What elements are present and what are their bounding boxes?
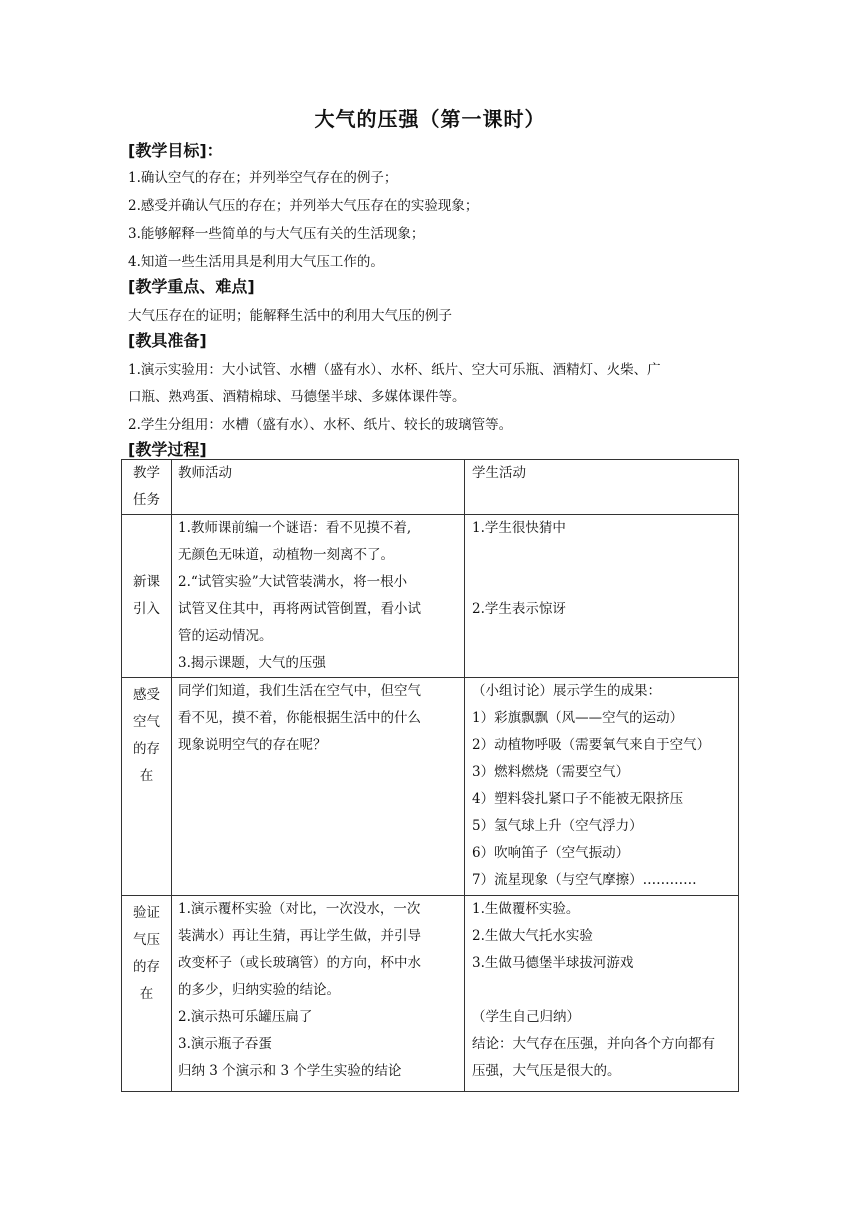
student-line: （学生自己归纳） bbox=[472, 1009, 580, 1025]
teacher-line: 试管叉住其中，再将两试管倒置，看小试 bbox=[178, 601, 421, 617]
materials-heading: [教具准备] bbox=[128, 331, 207, 350]
table-row bbox=[122, 896, 739, 1092]
objective-item: 4.知道一些生活用具是利用大气压工作的。 bbox=[128, 254, 384, 270]
teacher-line: 3.揭示课题，大气的压强 bbox=[178, 655, 326, 671]
student-line: 1.学生很快猜中 bbox=[472, 520, 566, 536]
teacher-line: 看不见，摸不着，你能根据生活中的什么 bbox=[178, 710, 421, 726]
student-activity-cell bbox=[465, 896, 739, 1092]
materials-line: 口瓶、熟鸡蛋、酒精棉球、马德堡半球、多媒体课件等。 bbox=[128, 389, 466, 405]
teacher-activity-cell bbox=[172, 515, 465, 678]
task-line: 引入 bbox=[133, 601, 160, 617]
objective-item: 2.感受并确认气压的存在；并列举大气压存在的实验现象； bbox=[128, 198, 479, 214]
key-points-text: 大气压存在的证明；能解释生活中的利用大气压的例子 bbox=[128, 308, 452, 324]
task-line: 气压 bbox=[133, 932, 160, 948]
teacher-line: 无颜色无味道，动植物一刻离不了。 bbox=[178, 547, 394, 563]
student-line: 1.生做覆杯实验。 bbox=[472, 901, 580, 917]
teacher-line: 现象说明空气的存在呢？ bbox=[178, 737, 327, 753]
task-line: 验证 bbox=[133, 905, 160, 921]
key-points-heading: [教学重点、难点] bbox=[128, 277, 255, 296]
task-line: 空气 bbox=[133, 714, 160, 730]
table-row bbox=[122, 678, 739, 896]
task-line: 感受 bbox=[133, 687, 160, 703]
teacher-line: 1.演示覆杯实验（对比，一次没水，一次 bbox=[178, 901, 421, 917]
student-line: 4）塑料袋扎紧口子不能被无限挤压 bbox=[472, 791, 684, 807]
process-heading: [教学过程] bbox=[128, 440, 207, 459]
objectives-heading: [教学目标]： bbox=[128, 141, 223, 160]
header-task-line: 教学 bbox=[133, 465, 160, 481]
header-student: 学生活动 bbox=[465, 460, 739, 515]
student-line: 6）吹响笛子（空气振动） bbox=[472, 845, 630, 861]
student-line: 3）燃料燃烧（需要空气） bbox=[472, 764, 630, 780]
student-line: 2.生做大气托水实验 bbox=[472, 928, 593, 944]
teacher-activity-cell bbox=[172, 896, 465, 1092]
header-teacher: 教师活动 bbox=[172, 460, 465, 515]
student-line: 2.学生表示惊讶 bbox=[472, 601, 566, 617]
task-cell bbox=[122, 896, 172, 1092]
table-row bbox=[122, 515, 739, 678]
student-activity-cell bbox=[465, 678, 739, 896]
student-line-gap bbox=[472, 542, 734, 569]
student-line: 2）动植物呼吸（需要氧气来自于空气） bbox=[472, 737, 711, 753]
table-header-row bbox=[122, 460, 739, 515]
teacher-activity-cell bbox=[172, 678, 465, 896]
teacher-line: 的多少，归纳实验的结论。 bbox=[178, 982, 340, 998]
student-line: 3.生做马德堡半球拔河游戏 bbox=[472, 955, 634, 971]
header-task bbox=[122, 460, 172, 515]
student-line: 5）氢气球上升（空气浮力） bbox=[472, 818, 643, 834]
student-line: 结论：大气存在压强，并向各个方向都有 bbox=[472, 1036, 715, 1052]
student-line-gap bbox=[472, 977, 734, 1004]
student-line: 7）流星现象（与空气摩擦）………… bbox=[472, 872, 697, 888]
task-line: 在 bbox=[139, 986, 154, 1002]
document-title: 大气的压强（第一课时） bbox=[314, 107, 546, 131]
teacher-line: 同学们知道，我们生活在空气中，但空气 bbox=[178, 683, 421, 699]
lesson-process-table bbox=[121, 459, 739, 1092]
task-line: 新课 bbox=[133, 574, 160, 590]
teacher-line: 2.演示热可乐罐压扁了 bbox=[178, 1009, 313, 1025]
objective-item: 1.确认空气的存在；并列举空气存在的例子； bbox=[128, 170, 398, 186]
teacher-line: 3.演示瓶子吞蛋 bbox=[178, 1036, 272, 1052]
student-line: 压强，大气压是很大的。 bbox=[472, 1063, 621, 1079]
task-cell bbox=[122, 678, 172, 896]
student-line-gap bbox=[472, 569, 734, 596]
teacher-line: 归纳 3 个演示和 3 个学生实验的结论 bbox=[178, 1063, 402, 1079]
task-line: 在 bbox=[139, 768, 154, 784]
teacher-line: 2.“试管实验”大试管装满水，将一根小 bbox=[178, 574, 408, 590]
objective-item: 3.能够解释一些简单的与大气压有关的生活现象； bbox=[128, 226, 425, 242]
task-line: 的存 bbox=[133, 741, 160, 757]
materials-line: 2.学生分组用：水槽（盛有水）、水杯、纸片、较长的玻璃管等。 bbox=[128, 417, 513, 433]
task-cell bbox=[122, 515, 172, 678]
teacher-line: 管的运动情况。 bbox=[178, 628, 273, 644]
task-line: 的存 bbox=[133, 959, 160, 975]
student-line: 1）彩旗飘飘（风——空气的运动） bbox=[472, 710, 684, 726]
teacher-line: 改变杯子（或长玻璃管）的方向，杯中水 bbox=[178, 955, 421, 971]
teacher-line: 1.教师课前编一个谜语：看不见摸不着, bbox=[178, 520, 412, 536]
materials-line: 1.演示实验用：大小试管、水槽（盛有水）、水杯、纸片、空大可乐瓶、酒精灯、火柴、广 bbox=[128, 362, 661, 378]
student-activity-cell bbox=[465, 515, 739, 678]
teacher-line: 装满水）再让生猜，再让学生做，并引导 bbox=[178, 928, 421, 944]
student-line: （小组讨论）展示学生的成果： bbox=[472, 683, 661, 699]
header-task-line: 任务 bbox=[133, 492, 160, 508]
